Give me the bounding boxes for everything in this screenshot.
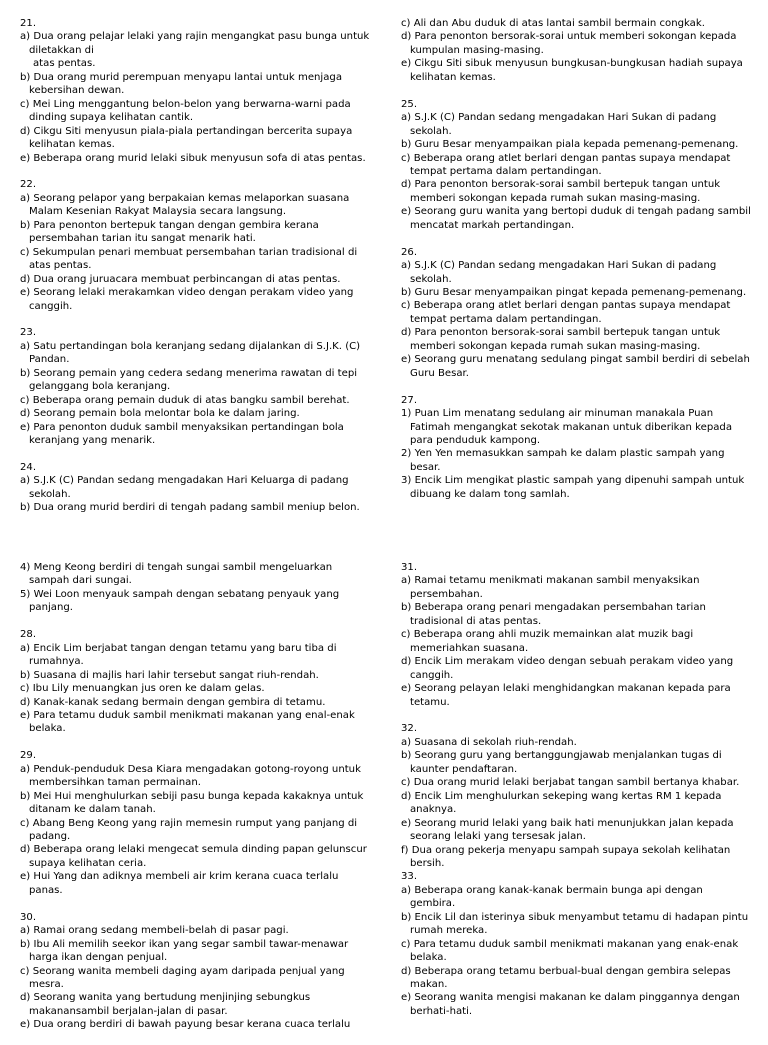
answer-option: a) Ramai orang sedang membeli-belah di pasar pagi. bbox=[20, 925, 289, 937]
answer-option: d) Beberapa orang lelaki mengecat semula dinding papan gelunscur supaya kelihatan ceria. bbox=[20, 844, 367, 869]
question-number: 25. bbox=[401, 98, 418, 110]
question-block bbox=[401, 394, 751, 502]
answer-option: b) Seorang guru yang bertanggungjawab menjalankan tugas di kaunter pendaftaran. bbox=[401, 750, 722, 775]
question-block bbox=[20, 561, 372, 615]
answer-option: a) Penduk-penduduk Desa Kiara mengadakan gotong-royong untuk membersihkan taman permainan. bbox=[20, 763, 361, 789]
answer-option: d) Para penonton bersorak-sorai sambil bertepuk tangan untuk memberi sokongan kepada rumah sukan masing-masing. bbox=[401, 179, 721, 204]
answer-option: c) Ali dan Abu duduk di atas lantai sambil bermain congkak. bbox=[401, 18, 705, 29]
answer-option: c) Dua orang murid lelaki berjabat tangan sambil bertanya khabar. bbox=[401, 777, 740, 789]
answer-option: 4) Meng Keong berdiri di tengah sungai sambil mengeluarkan sampah dari sungai. bbox=[20, 562, 333, 587]
answer-option: e) Dua orang berdiri di bawah payung besar kerana cuaca terlalu bbox=[20, 1019, 351, 1031]
question-number: 22. bbox=[20, 179, 37, 191]
answer-option: a) Satu pertandingan bola keranjang sedang dijalankan di S.J.K. (C) Pandan. bbox=[20, 340, 361, 366]
answer-option: d) Beberapa orang tetamu berbual-bual dengan gembira selepas makan. bbox=[401, 965, 731, 991]
answer-option: c) Beberapa orang ahli muzik memainkan alat muzik bagi memeriahkan suasana. bbox=[401, 629, 694, 654]
answer-option: b) Dua orang murid berdiri di tengah padang sambil meniup belon. bbox=[20, 502, 360, 514]
answer-option: a) S.J.K (C) Pandan sedang mengadakan Hari Keluarga di padang sekolah. bbox=[20, 475, 349, 500]
answer-option: b) Guru Besar menyampaikan pingat kepada pemenang-pemenang. bbox=[401, 287, 747, 299]
answer-option: c) Para tetamu duduk sambil menikmati makanan yang enak-enak belaka. bbox=[401, 938, 739, 964]
answer-option: c) Ibu Lily menuangkan jus oren ke dalam gelas. bbox=[20, 683, 265, 695]
question-number: 31. bbox=[401, 562, 418, 573]
question-column-left-bottom bbox=[20, 561, 372, 1045]
answer-option: d) Para penonton bersorak-sorai untuk memberi sokongan kepada kumpulan masing-masing. bbox=[401, 31, 737, 56]
answer-option: a) S.J.K (C) Pandan sedang mengadakan Hari Sukan di padang sekolah. bbox=[401, 112, 717, 137]
question-column-left-top bbox=[20, 17, 372, 528]
answer-option: c) Beberapa orang atlet berlari dengan pantas supaya mendapat tempat pertama dalam pertandingan. bbox=[401, 300, 731, 325]
question-block bbox=[401, 870, 751, 1018]
question-block bbox=[401, 722, 751, 870]
answer-option: e) Para tetamu duduk sambil menikmati makanan yang enal-enak belaka. bbox=[20, 709, 355, 735]
question-block bbox=[20, 17, 372, 165]
answer-option: c) Beberapa orang pemain duduk di atas bangku sambil berehat. bbox=[20, 394, 350, 406]
answer-option: e) Seorang murid lelaki yang baik hati menunjukkan jalan kepada seorang lelaki yang tersesak jalan. bbox=[401, 817, 734, 843]
question-number: 26. bbox=[401, 246, 418, 258]
question-block bbox=[401, 561, 751, 709]
answer-option: e) Beberapa orang murid lelaki sibuk menyusun sofa di atas pentas. bbox=[20, 152, 366, 164]
answer-option: b) Encik Lil dan isterinya sibuk menyambut tetamu di hadapan pintu rumah mereka. bbox=[401, 911, 749, 937]
answer-option: e) Seorang guru wanita yang bertopi duduk di tengah padang sambil mencatat markah pertandingan. bbox=[401, 206, 751, 231]
answer-option: 2) Yen Yen memasukkan sampah ke dalam plastic sampah yang besar. bbox=[401, 448, 725, 473]
question-number: 27. bbox=[401, 394, 418, 406]
answer-option: e) Seorang guru menatang sedulang pingat sambil berdiri di sebelah Guru Besar. bbox=[401, 354, 750, 379]
answer-option: e) Hui Yang dan adiknya membeli air krim kerana cuaca terlalu panas. bbox=[20, 871, 339, 896]
answer-option: b) Mei Hui menghulurkan sebiji pasu bunga kepada kakaknya untuk ditanam ke dalam tanah. bbox=[20, 790, 364, 816]
answer-option: e) Seorang lelaki merakamkan video dengan perakam video yang canggih. bbox=[20, 287, 354, 312]
answer-option: b) Ibu Ali memilih seekor ikan yang segar sambil tawar-menawar harga ikan dengan penjual. bbox=[20, 938, 349, 964]
question-block bbox=[20, 461, 372, 515]
question-column-right-top bbox=[401, 17, 751, 515]
answer-option: b) Guru Besar menyampaikan piala kepada pemenang-pemenang. bbox=[401, 139, 739, 151]
question-block bbox=[401, 98, 751, 233]
question-block bbox=[20, 326, 372, 447]
question-number: 30. bbox=[20, 911, 37, 923]
answer-option: b) Para penonton bertepuk tangan dengan gembira kerana persembahan tarian itu sangat menarik hati. bbox=[20, 219, 319, 245]
answer-option: c) Abang Beng Keong yang rajin memesin rumput yang panjang di padang. bbox=[20, 817, 358, 843]
answer-option: d) Kanak-kanak sedang bermain dengan gembira di tetamu. bbox=[20, 696, 326, 708]
question-number: 28. bbox=[20, 629, 37, 641]
question-block bbox=[401, 246, 751, 381]
question-number: 29. bbox=[20, 750, 37, 762]
answer-option: e) Cikgu Siti sibuk menyusun bungkusan-bungkusan hadiah supaya kelihatan kemas. bbox=[401, 58, 743, 83]
answer-option: c) Mei Ling menggantung belon-belon yang berwarna-warni pada dinding supaya kelihatan cantik. bbox=[20, 98, 351, 124]
answer-option: e) Seorang wanita mengisi makanan ke dalam pinggannya dengan berhati-hati. bbox=[401, 992, 740, 1017]
answer-option: a) Seorang pelapor yang berpakaian kemas melaporkan suasana Malam Kesenian Rakyat Malaysia secara langsung. bbox=[20, 192, 350, 218]
answer-option: d) Seorang wanita yang bertudung menjinjing sebungkus makanansambil berjalan-jalan di pasar. bbox=[20, 992, 311, 1017]
answer-option: 5) Wei Loon menyauk sampah dengan sebatang penyauk yang panjang. bbox=[20, 588, 340, 614]
answer-option: b) Suasana di majlis hari lahir tersebut sangat riuh-rendah. bbox=[20, 669, 319, 681]
answer-option: d) Cikgu Siti menyusun piala-piala pertandingan bercerita supaya kelihatan kemas. bbox=[20, 125, 353, 151]
answer-option: 1) Puan Lim menatang sedulang air minuman manakala Puan Fatimah mengangkat sekotak makanan untuk diberikan kepada para penduduk kampong. bbox=[401, 408, 733, 446]
question-number: 23. bbox=[20, 327, 37, 339]
answer-option: d) Encik Lim merakam video dengan sebuah perakam video yang canggih. bbox=[401, 656, 734, 681]
answer-option: a) Dua orang pelajar lelaki yang rajin mengangkat pasu bunga untuk diletakkan di bbox=[20, 31, 370, 56]
answer-option: a) Beberapa orang kanak-kanak bermain bunga api dengan gembira. bbox=[401, 884, 703, 910]
answer-option: d) Dua orang juruacara membuat perbincangan di atas pentas. bbox=[20, 273, 341, 285]
question-number: 21. bbox=[20, 18, 37, 29]
question-number: 33. bbox=[401, 871, 418, 883]
question-column-right-bottom bbox=[401, 561, 751, 1032]
answer-option: a) Suasana di sekolah riuh-rendah. bbox=[401, 736, 577, 748]
question-block bbox=[20, 178, 372, 313]
question-block bbox=[20, 911, 372, 1032]
answer-option: b) Dua orang murid perempuan menyapu lantai untuk menjaga kebersihan dewan. bbox=[20, 71, 343, 97]
answer-option: c) Seorang wanita membeli daging ayam daripada penjual yang mesra. bbox=[20, 965, 345, 990]
answer-option: f) Dua orang pekerja menyapu sampah supaya sekolah kelihatan bersih. bbox=[401, 844, 731, 869]
answer-option: c) Beberapa orang atlet berlari dengan pantas supaya mendapat tempat pertama dalam pertandingan. bbox=[401, 152, 731, 177]
answer-option: d) Seorang pemain bola melontar bola ke dalam jaring. bbox=[20, 408, 300, 420]
question-number: 32. bbox=[401, 723, 418, 735]
answer-option: b) Beberapa orang penari mengadakan persembahan tarian tradisional di atas pentas. bbox=[401, 602, 706, 627]
question-block bbox=[401, 17, 751, 84]
question-block bbox=[20, 749, 372, 897]
answer-option: b) Seorang pemain yang cedera sedang menerima rawatan di tepi gelanggang bola keranjang. bbox=[20, 367, 358, 393]
answer-option: atas pentas. bbox=[33, 58, 96, 70]
answer-option: 3) Encik Lim mengikat plastic sampah yang dipenuhi sampah untuk dibuang ke dalam tong samlah. bbox=[401, 475, 745, 500]
answer-option: a) Encik Lim berjabat tangan dengan tetamu yang baru tiba di rumahnya. bbox=[20, 642, 337, 668]
answer-option: c) Sekumpulan penari membuat persembahan tarian tradisional di atas pentas. bbox=[20, 246, 358, 272]
answer-option: d) Encik Lim menghulurkan sekeping wang kertas RM 1 kepada anaknya. bbox=[401, 790, 722, 816]
answer-option: e) Para penonton duduk sambil menyaksikan pertandingan bola keranjang yang menarik. bbox=[20, 421, 344, 447]
answer-option: e) Seorang pelayan lelaki menghidangkan makanan kepada para tetamu. bbox=[401, 683, 731, 708]
answer-option: d) Para penonton bersorak-sorai sambil bertepuk tangan untuk memberi sokongan kepada rumah sukan masing-masing. bbox=[401, 327, 721, 352]
question-number: 24. bbox=[20, 461, 37, 473]
answer-option: a) S.J.K (C) Pandan sedang mengadakan Hari Sukan di padang sekolah. bbox=[401, 260, 717, 285]
question-block bbox=[20, 628, 372, 736]
answer-option: a) Ramai tetamu menikmati makanan sambil menyaksikan persembahan. bbox=[401, 575, 700, 600]
